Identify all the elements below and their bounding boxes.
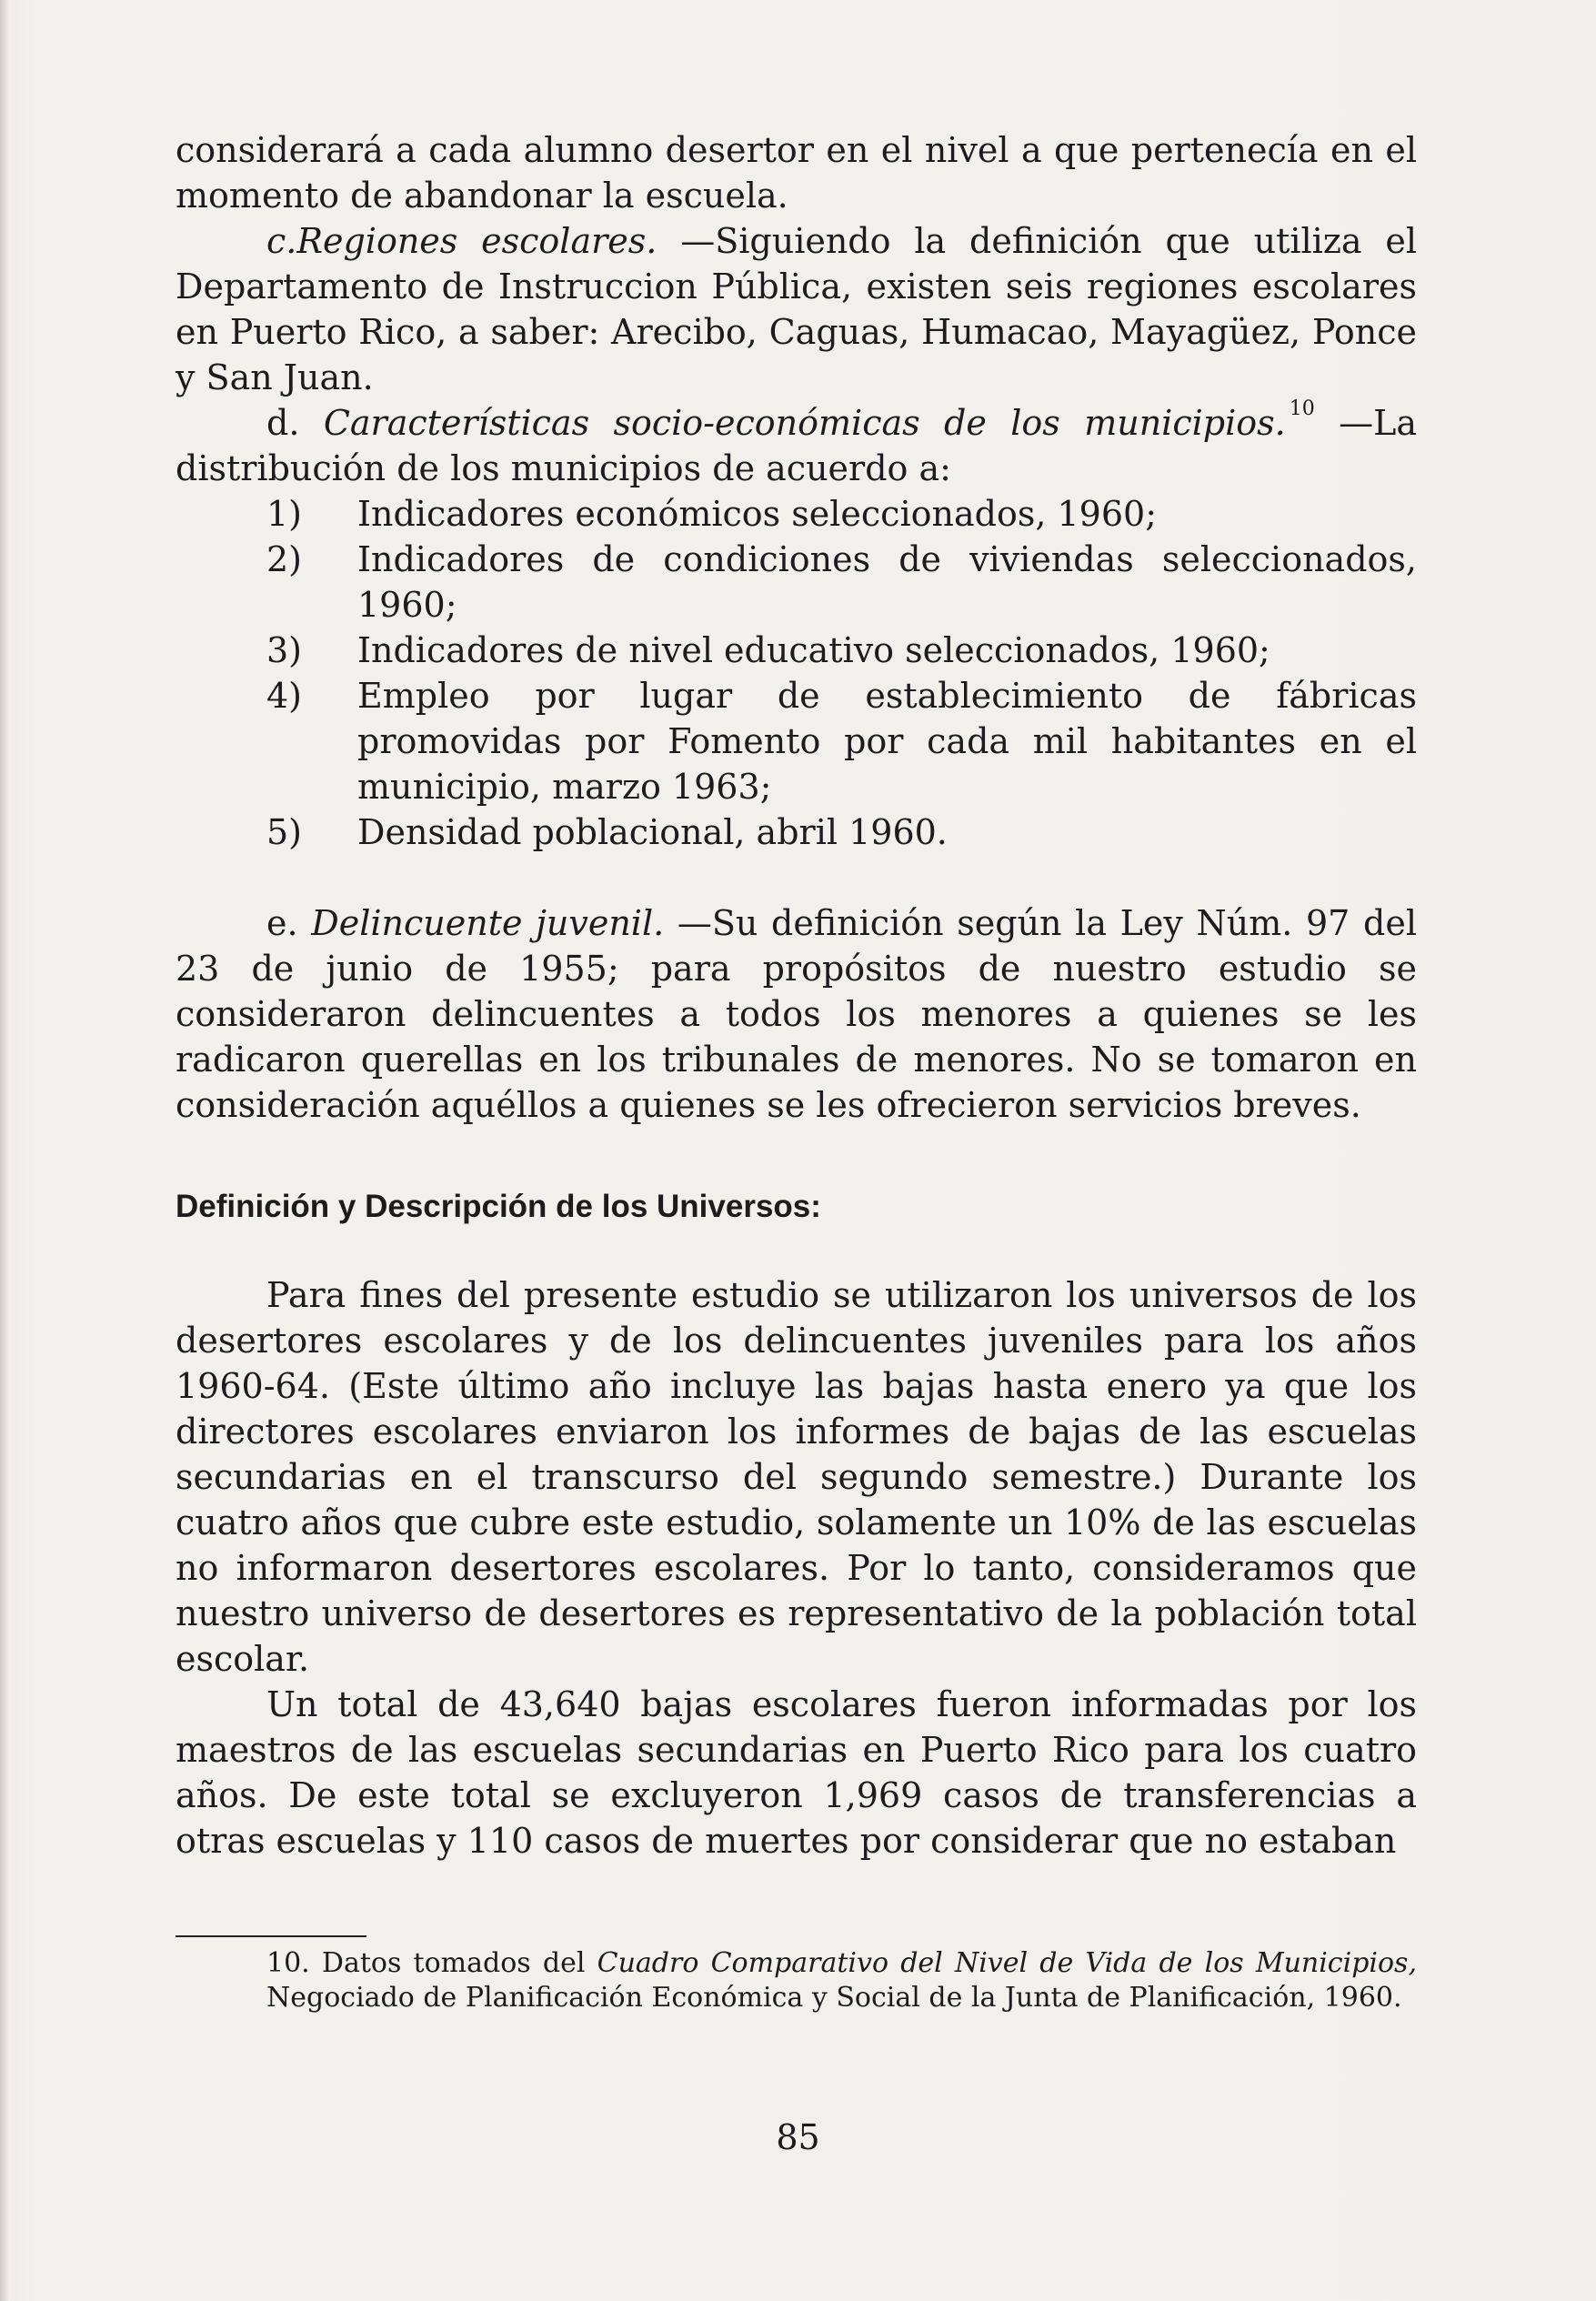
list-item [266, 537, 1417, 628]
intro-continuation: considerará a cada alumno desertor en el nivel a que pertenecía en el momento de abandonar la escuela. [176, 130, 1417, 216]
paragraph-bajas: Un total de 43,640 bajas escolares fueron informadas por los maestros de las escuelas secundarias en Puerto Rico para los cuatro años. De este total se excluyeron 1,969 casos de transferencias a otras escuelas y 110 casos de muertes por considerar que no estaban [176, 1684, 1417, 1861]
footnote-title: Cuadro Comparativo del Nivel de Vida de los Municipios, [597, 1947, 1417, 1979]
section-e-prefix: e. [266, 903, 312, 943]
criteria-list [176, 491, 1417, 855]
footnote-text-before: Datos tomados del [309, 1947, 597, 1979]
list-item [266, 673, 1417, 809]
list-item-number: 3) [266, 630, 303, 670]
page-number: 85 [776, 2117, 820, 2157]
section-e [176, 900, 1417, 1128]
section-d-prefix: d. [266, 403, 324, 443]
body-text [176, 127, 1417, 1864]
section-c-label: c.Regiones escolares. [266, 221, 657, 261]
section-d [176, 397, 1417, 491]
list-item-text: Densidad poblacional, abril 1960. [357, 812, 948, 852]
list-item-number: 5) [266, 812, 303, 852]
footnote [176, 1946, 1417, 2015]
footnote-reference: 10 [1289, 397, 1315, 420]
list-item-number: 2) [266, 539, 303, 579]
section-e-label: Delincuente juvenil. [311, 903, 665, 943]
section-c-text: —Siguiendo la definición que utiliza el Departamento de Instruccion Pública, existen seis regiones escolares en Puerto Rico, a saber: Arecibo, Caguas, Humacao, Mayagüez, Ponce y San Juan. [176, 221, 1417, 397]
paragraph-universos: Para fines del presente estudio se utilizaron los universos de los desertores escolares y de los delincuentes juveniles para los años 1960-64. (Este último año incluye las bajas hasta enero ya que los directores escolares enviaron los informes de bajas de las escuelas secundarias en el transcurso del segundo semestre.) Durante los cuatro años que cubre este estudio, solamente un 10% de las escuelas no informaron desertores escolares. Por lo tanto, consideramos que nuestro universo de desertores es representativo de la población total escolar. [176, 1275, 1417, 1679]
section-e-text: —Su definición según la Ley Núm. 97 del 23 de junio de 1955; para propósitos de nuestro estudio se consideraron delincuentes a todos los menores a quienes se les radicaron querellas en los tribunales de menores. No se tomaron en consideración aquéllos a quienes se les ofrecieron servicios breves. [176, 903, 1417, 1125]
section-d-label: Características socio-económicas de los municipios. [323, 403, 1286, 443]
footnote-text-after: Negociado de Planificación Económica y Social de la Junta de Planificación, 1960. [266, 1982, 1402, 2014]
list-item-number: 4) [266, 676, 303, 716]
footnote-divider [176, 1935, 366, 1937]
list-item-number: 1) [266, 494, 303, 534]
list-item-text: Empleo por lugar de establecimiento de fábricas promovidas por Fomento por cada mil habitantes en el municipio, marzo 1963; [357, 676, 1417, 807]
list-item-text: Indicadores de condiciones de viviendas seleccionados, 1960; [357, 539, 1417, 625]
section-heading: Definición y Descripción de los Universos: [176, 1189, 821, 1224]
list-item [266, 809, 1417, 855]
footnote-number: 10. [266, 1947, 310, 1979]
list-item-text: Indicadores de nivel educativo seleccionados, 1960; [357, 630, 1270, 670]
list-item [266, 491, 1417, 537]
section-c [176, 218, 1417, 400]
footnote-body [176, 1946, 1417, 2015]
section-d-text: —La distribución de los municipios de acuerdo a: [176, 403, 1417, 488]
list-item [266, 628, 1417, 673]
list-item-text: Indicadores económicos seleccionados, 1960; [357, 494, 1157, 534]
